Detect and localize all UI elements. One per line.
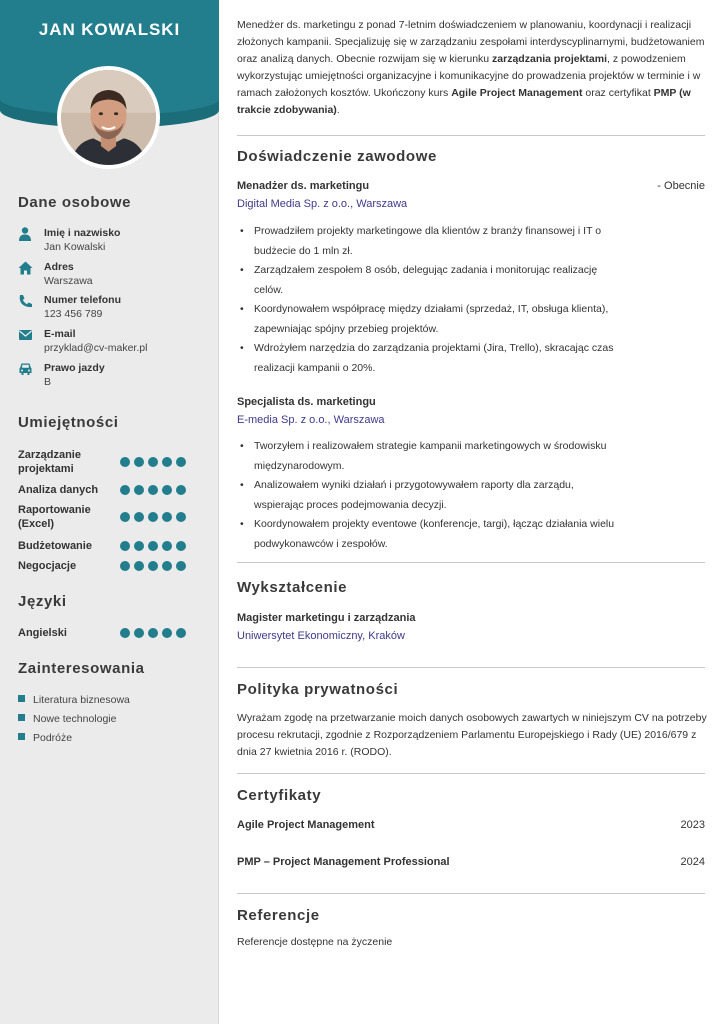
mail-icon (18, 328, 34, 342)
list-item: • Wdrożyłem narzędzia do zarządzania projektami (Jira, Trello), skracając czas realizacji kampanii o 20%. (237, 339, 617, 378)
section-divider (237, 135, 705, 136)
section-divider (237, 562, 705, 563)
skill-level-dots (120, 512, 186, 522)
list-item: • Prowadziłem projekty marketingowe dla klientów z branży finansowej i IT o budżecie do 1 mln zł. (237, 222, 617, 261)
skill-item (18, 483, 208, 497)
language-name: Angielski (18, 627, 67, 639)
job-company: E-media Sp. z o.o., Warszawa (237, 414, 385, 426)
personal-value: 123 456 789 (44, 308, 103, 320)
job-duties-list (237, 437, 617, 554)
certificate-name: Agile Project Management (237, 819, 375, 831)
personal-label: Adres (44, 261, 74, 273)
skill-level-dots (120, 485, 186, 495)
square-bullet-icon (18, 695, 25, 702)
certificate-year: 2023 (680, 819, 705, 831)
profile-summary: Menedżer ds. marketingu z ponad 7-letnim doświadczeniem w planowaniu, koordynacji i realizacji złożonych kampanii. Specjalizuję się w zarządzaniu zespołami interdyscyplinarnymi, budżetowaniem oraz analizą danych. Obecnie rozwijam się w kierunku zarządzania projektami, z powodzeniem wykorzystując umiejętności organizacyjne i komunikacyjne do prowadzenia projektów w terminie i w ramach założonych kosztów. Ukończony kurs Agile Project Management oraz certyfikat PMP (w trakcie zdobywania). (237, 19, 705, 116)
skill-name: Budżetowanie (18, 540, 92, 552)
square-bullet-icon (18, 733, 25, 740)
car-icon (18, 362, 34, 376)
phone-icon (18, 294, 34, 308)
education-degree: Magister marketingu i zarządzania (237, 612, 416, 624)
square-bullet-icon (18, 714, 25, 721)
job-date: - Obecnie (657, 180, 705, 192)
skill-item (18, 539, 208, 553)
personal-value: przyklad@cv-maker.pl (44, 342, 148, 354)
list-item: • Analizowałem wyniki działań i przygotowywałem raporty dla zarządu, wspierając proces podejmowania decyzji. (237, 476, 617, 515)
job-company: Digital Media Sp. z o.o., Warszawa (237, 198, 408, 210)
list-item: • Zarządzałem zespołem 8 osób, delegując zadania i monitorując realizację celów. (237, 261, 617, 300)
privacy-heading: Polityka prywatności (237, 681, 399, 698)
list-item: • Koordynowałem współpracę między działami (sprzedaż, IT, obsługa klienta), zapewniając spójny przebieg projektów. (237, 300, 617, 339)
list-item: • Koordynowałem projekty eventowe (konferencje, targi), łącząc działania wielu podwykonawców i zespołów. (237, 515, 617, 554)
languages-heading: Języki (18, 593, 67, 610)
person-icon (18, 227, 34, 241)
skill-item (18, 559, 208, 573)
job-title: Menadżer ds. marketingu (237, 180, 370, 192)
personal-value: Warszawa (44, 275, 93, 287)
education-school: Uniwersytet Ekonomiczny, Kraków (237, 630, 405, 642)
skill-item (18, 448, 208, 476)
personal-label: Imię i nazwisko (44, 227, 121, 239)
certificates-heading: Certyfikaty (237, 787, 322, 804)
skill-level-dots (120, 541, 186, 551)
interest-item: Literatura biznesowa (18, 694, 130, 706)
certificate-year: 2024 (680, 856, 705, 868)
personal-data-heading: Dane osobowe (18, 194, 132, 211)
education-heading: Wykształcenie (237, 579, 348, 596)
section-divider (237, 893, 705, 894)
candidate-name: JAN KOWALSKI (38, 20, 181, 39)
skill-level-dots (120, 561, 186, 571)
skill-name: Raportowanie (Excel) (18, 504, 91, 530)
home-icon (18, 261, 34, 275)
skill-name: Zarządzanie projektami (18, 449, 81, 475)
skill-name: Negocjacje (18, 560, 77, 572)
references-text: Referencje dostępne na życzenie (237, 936, 393, 948)
language-item (18, 626, 208, 640)
section-divider (237, 773, 705, 774)
skill-level-dots (120, 457, 186, 467)
job-title: Specjalista ds. marketingu (237, 396, 376, 408)
avatar (57, 66, 160, 169)
language-level-dots (120, 628, 186, 638)
skill-item (18, 503, 208, 531)
interest-item: Podróże (18, 732, 72, 744)
personal-value: B (44, 376, 52, 388)
references-heading: Referencje (237, 907, 320, 924)
personal-label: Numer telefonu (44, 294, 122, 306)
certificate-name: PMP – Project Management Professional (237, 856, 450, 868)
job-duties-list (237, 222, 617, 378)
experience-heading: Doświadczenie zawodowe (237, 148, 437, 165)
skills-heading: Umiejętności (18, 414, 119, 431)
list-item: • Tworzyłem i realizowałem strategie kampanii marketingowych w środowisku międzynarodowym. (237, 437, 617, 476)
personal-value: Jan Kowalski (44, 241, 106, 253)
personal-label: Prawo jazdy (44, 362, 105, 374)
interests-heading: Zainteresowania (18, 660, 145, 677)
profile-photo (61, 70, 156, 165)
section-divider (237, 667, 705, 668)
skill-name: Analiza danych (18, 484, 99, 496)
privacy-text: Wyrażam zgodę na przetwarzanie moich danych osobowych zawartych w niniejszym CV na potrzeby procesu rekrutacji, zgodnie z Rozporządzeniem Parlamentu Europejskiego i Rady (UE) 2016/679 z dnia 27 kwietnia 2016 r. (RODO). (237, 712, 707, 758)
interest-item: Nowe technologie (18, 713, 116, 725)
personal-label: E-mail (44, 328, 76, 340)
